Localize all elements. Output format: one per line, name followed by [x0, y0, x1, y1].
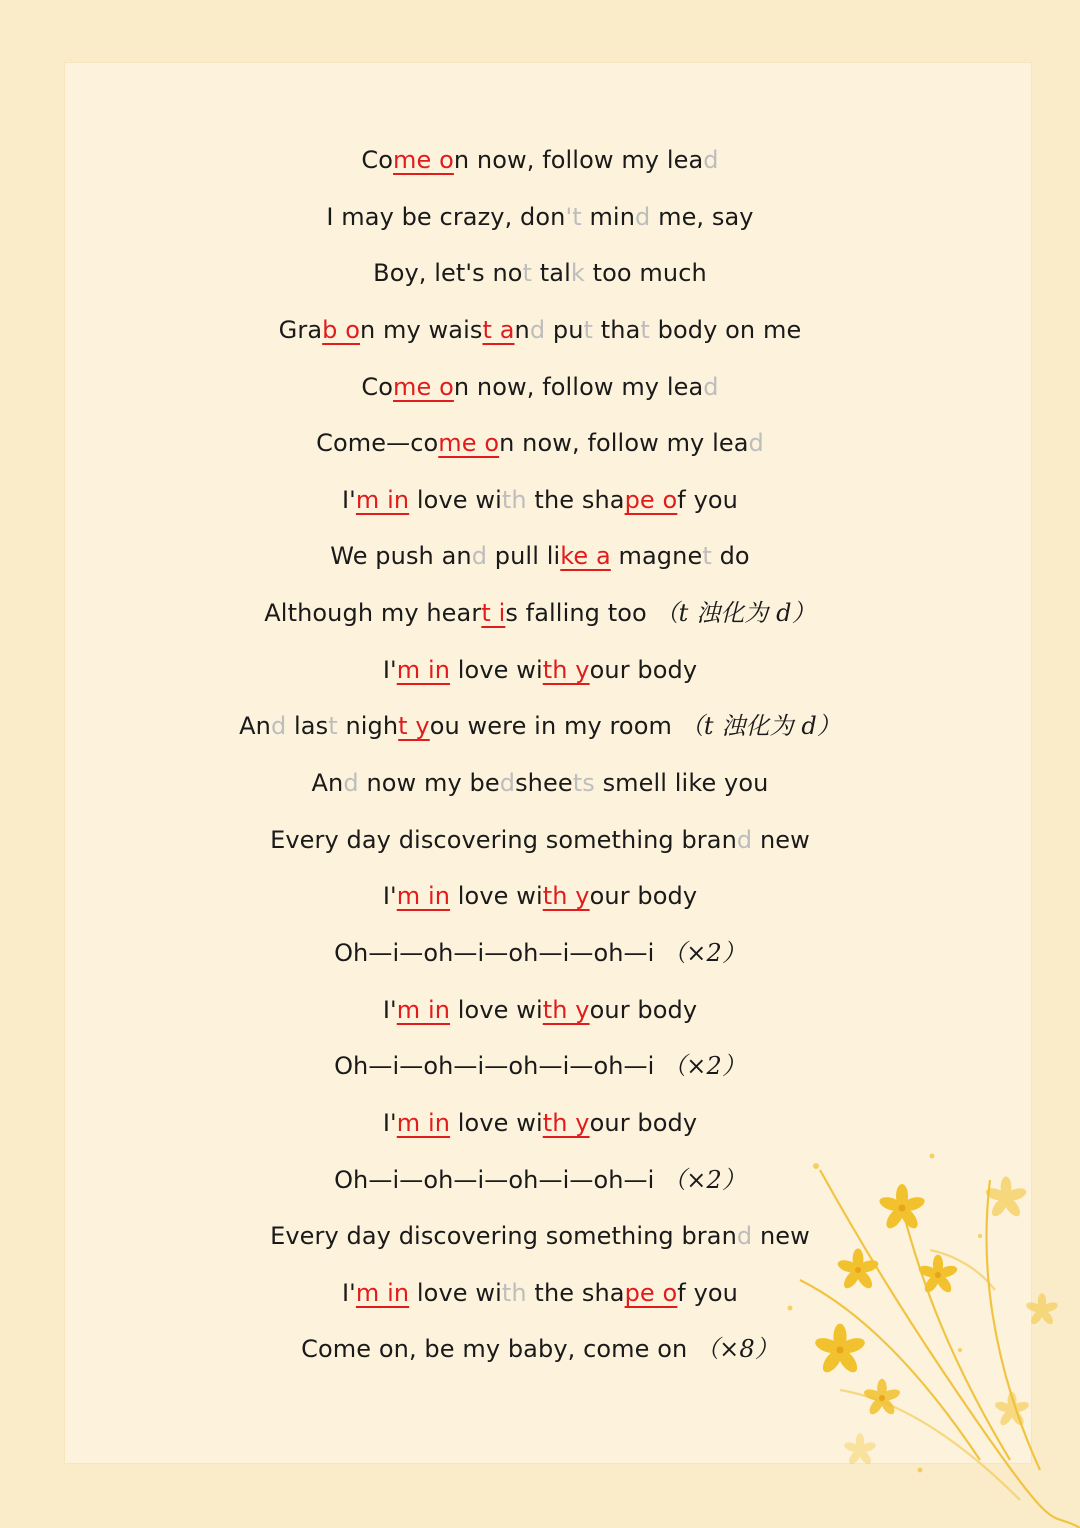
lyric-text: our body — [589, 1108, 698, 1137]
lyric-text: tha — [593, 315, 641, 344]
lyric-text: We push an — [330, 542, 472, 571]
lyric-text: our body — [589, 655, 698, 684]
lyric-text: Co — [361, 372, 394, 401]
linking-mark: m in — [396, 1108, 451, 1137]
silent-letter: t — [640, 315, 650, 344]
lyric-text: I may be crazy, don — [326, 202, 566, 231]
lyric-text: n now, follow my lea — [453, 146, 704, 174]
lyric-text: love wi — [450, 995, 543, 1024]
lyric-line — [0, 764, 1080, 821]
linking-mark: th y — [542, 1108, 590, 1137]
lyric-text: tal — [532, 259, 571, 288]
lyric-text: pu — [545, 315, 584, 344]
silent-letter: 't — [565, 202, 582, 231]
lyric-text: n my wais — [360, 315, 483, 344]
linking-mark: pe o — [624, 485, 678, 514]
lyric-text: Come—co — [316, 429, 439, 458]
linking-mark: m in — [355, 485, 410, 514]
lyric-text: love wi — [450, 882, 543, 911]
linking-mark: th y — [542, 655, 590, 684]
lyric-text: love wi — [409, 485, 502, 514]
lyric-text: Co — [361, 146, 394, 174]
lyric-line — [0, 877, 1080, 934]
linking-mark: m in — [396, 882, 451, 911]
lyric-text: Gra — [278, 315, 323, 344]
lyric-text: our body — [589, 995, 698, 1024]
silent-letter: k — [570, 259, 585, 288]
flower-decoration — [780, 1140, 1080, 1528]
silent-letter: t — [328, 712, 338, 741]
lyric-text: Boy, let's no — [373, 259, 523, 288]
lyric-text: Oh—i—oh—i—oh—i—oh—i — [334, 1165, 663, 1194]
lyric-note: （×2） — [662, 1052, 746, 1081]
silent-letter: d — [471, 542, 488, 571]
lyric-line — [0, 481, 1080, 538]
lyric-text: too much — [584, 259, 707, 288]
lyric-text: do — [711, 542, 750, 571]
lyric-text: las — [286, 712, 329, 741]
silent-letter: d — [270, 712, 287, 741]
lyric-text: body on me — [649, 315, 802, 344]
lyric-text: magne — [610, 542, 703, 571]
lyric-note: （×2） — [662, 1165, 746, 1194]
silent-letter: th — [501, 1278, 527, 1307]
linking-mark: m in — [355, 1278, 410, 1307]
silent-letter: ts — [572, 769, 595, 798]
lyric-text: min — [581, 202, 636, 231]
lyric-text: love wi — [450, 655, 543, 684]
lyric-text: me, say — [650, 202, 754, 231]
lyric-text: f you — [677, 1278, 738, 1307]
lyric-text: new — [752, 1222, 810, 1251]
silent-letter: d — [529, 315, 546, 344]
linking-mark: t i — [481, 599, 506, 628]
lyric-text: I' — [342, 485, 356, 514]
linking-mark: pe o — [624, 1278, 678, 1307]
lyric-note: （t 浊化为 d） — [654, 599, 816, 628]
linking-mark: t y — [398, 712, 430, 741]
lyric-text: s falling too — [505, 599, 655, 628]
lyric-line — [0, 141, 1080, 198]
silent-letter: t — [702, 542, 712, 571]
lyric-text: Oh—i—oh—i—oh—i—oh—i — [334, 1052, 663, 1081]
silent-letter: d — [703, 372, 719, 401]
lyric-line — [0, 537, 1080, 594]
linking-mark: m in — [396, 655, 451, 684]
lyric-text: nigh — [337, 712, 399, 741]
linking-mark: me o — [393, 372, 454, 401]
lyric-line — [0, 311, 1080, 368]
lyric-text: n now, follow my lea — [499, 429, 749, 458]
lyric-text: Although my hear — [264, 599, 482, 628]
lyric-text: I' — [382, 655, 397, 684]
silent-letter: d — [343, 769, 359, 798]
lyric-text: Oh—i—oh—i—oh—i—oh—i — [334, 938, 663, 967]
lyric-line — [0, 198, 1080, 255]
lyric-text: love wi — [450, 1108, 543, 1137]
lyric-text: I' — [382, 1108, 397, 1137]
silent-letter: d — [499, 769, 516, 798]
lyric-line — [0, 368, 1080, 425]
lyric-text: I' — [342, 1278, 356, 1307]
lyric-line — [0, 424, 1080, 481]
linking-mark: th y — [542, 882, 590, 911]
lyric-line — [0, 707, 1080, 764]
linking-mark: t a — [482, 315, 515, 344]
lyric-text: An — [239, 712, 271, 741]
lyric-text: f you — [677, 485, 738, 514]
lyric-note: （×2） — [662, 938, 746, 967]
lyric-text: the sha — [526, 1278, 625, 1307]
linking-mark: m in — [396, 995, 451, 1024]
lyric-text: Every day discovering something bran — [270, 1222, 737, 1251]
lyric-note: （×8） — [695, 1335, 779, 1364]
lyric-text: n now, follow my lea — [453, 372, 704, 401]
lyric-line — [0, 254, 1080, 311]
lyric-text: ou were in my room — [429, 712, 680, 741]
lyric-text: shee — [515, 769, 573, 798]
linking-mark: th y — [542, 995, 590, 1024]
lyric-text: Every day discovering something bran — [270, 825, 737, 854]
linking-mark: b o — [322, 315, 360, 344]
lyric-text: n — [514, 315, 530, 344]
lyric-line — [0, 934, 1080, 991]
linking-mark: me o — [393, 146, 454, 174]
lyric-text: Come on, be my baby, come on — [301, 1335, 696, 1364]
linking-mark: ke a — [560, 542, 611, 571]
lyric-line — [0, 594, 1080, 651]
lyric-text: the sha — [526, 485, 625, 514]
silent-letter: t — [583, 315, 594, 344]
silent-letter: t — [522, 259, 533, 288]
lyric-text: now my be — [358, 769, 500, 798]
silent-letter: d — [635, 202, 651, 231]
silent-letter: d — [736, 1222, 753, 1251]
linking-mark: me o — [438, 429, 500, 458]
lyric-text: new — [752, 825, 810, 854]
lyric-text: pull li — [487, 542, 561, 571]
silent-letter: d — [736, 825, 753, 854]
lyric-note: （t 浊化为 d） — [679, 712, 841, 741]
silent-letter: th — [501, 485, 527, 514]
lyric-line — [0, 991, 1080, 1048]
lyric-line — [0, 1047, 1080, 1104]
lyric-text: An — [311, 769, 344, 798]
lyric-text: love wi — [409, 1278, 502, 1307]
lyric-text: I' — [382, 882, 397, 911]
silent-letter: d — [748, 429, 764, 458]
silent-letter: d — [703, 146, 719, 174]
lyric-text: smell like you — [594, 769, 769, 798]
lyric-line — [0, 821, 1080, 878]
lyric-line — [0, 651, 1080, 708]
lyric-text: our body — [589, 882, 698, 911]
lyric-text: I' — [382, 995, 397, 1024]
